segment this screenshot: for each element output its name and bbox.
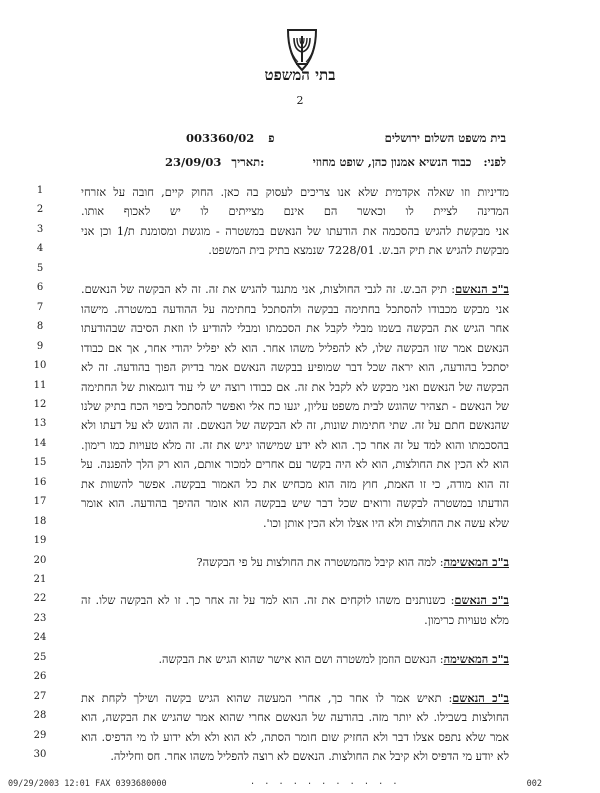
speaker-label: ב"כ הנאשם [454, 593, 509, 607]
transcript-line [81, 573, 509, 590]
fax-footer [0, 779, 600, 793]
page-number: 2 [296, 94, 304, 107]
judge-name: כבוד הנשיא אמנון כהן, שופט מחוזי [312, 155, 472, 169]
line-text: של הנאשם - תצהיר שהוגש לבית משפט עליון, יגעו כח אלי ואפשר להסתכל ביפוי הכח בתיק שלנו [81, 400, 509, 413]
line-number: 29 [33, 730, 47, 741]
transcript-line [81, 340, 509, 357]
line-number: 27 [33, 691, 47, 702]
court-name: בית משפט השלום ירושלים [384, 131, 506, 145]
line-text: : כשנותנים משהו לוקחים את זה. הוא למד על זה אחר כך. זו לא הבקשה שלו. זה [81, 594, 455, 607]
transcript-line [81, 320, 509, 337]
line-number: 13 [33, 418, 47, 429]
line-number: 28 [33, 710, 47, 721]
line-number: 24 [33, 632, 47, 643]
line-number: 19 [33, 535, 47, 546]
transcript-line [81, 417, 509, 434]
line-number: 11 [33, 380, 47, 391]
line-text: בהסכמתו והוא למד על זה אחר כך. הוא לא ידע שמישהו יגיש את זה. זה מלא טעויות כמו רימון. [81, 439, 509, 452]
transcript-line [81, 670, 509, 687]
line-text: אני מבקש מכבודו להסתכל בחתימה בבקשה ולהסתכל בחתימה על ההודעה במשטרה. מישהו [81, 303, 509, 316]
line-text: : תאיש אמר לו אחר כך, אחרי המעשה שהוא הגיש בקשה ושילך לקחת את [81, 692, 453, 705]
line-number: 12 [33, 399, 47, 410]
case-number: 003360/02 [186, 131, 255, 145]
transcript-line [81, 281, 509, 298]
speaker-label: ב"כ הנאשם [452, 691, 509, 705]
line-number: 2 [36, 204, 44, 215]
line-number: 5 [36, 263, 44, 274]
date-value: 23/09/03 [165, 155, 222, 169]
transcript-line [81, 359, 509, 376]
transcript-line [81, 748, 509, 765]
transcript-line [81, 398, 509, 415]
transcript-line [81, 592, 509, 609]
line-number: 20 [33, 555, 47, 566]
line-text: זה הוא מודה, כי זו האמת, חוץ מזה הוא מכחיש את כל האמור בבקשה. אפשר להשוות את [81, 478, 509, 491]
transcript-line [81, 495, 509, 512]
transcript-line [81, 612, 509, 629]
line-number: 3 [36, 224, 44, 235]
line-number: 16 [33, 477, 47, 488]
line-number: 25 [33, 652, 47, 663]
line-text: החולצות בשבילו. לא יותר מזה. בהודעה של הנאשם אחרי שהוא אמר שהגיש את הבקשה, הוא [81, 711, 509, 724]
date-label: תאריך: [231, 155, 265, 169]
line-text: שלא עשה את החולצות ולא היו אצלו ולא הכין אותן וכו'. [262, 517, 509, 530]
transcript-line [81, 203, 509, 220]
transcript-line [81, 476, 509, 493]
transcript-line [81, 709, 509, 726]
line-text: הוא לא הכין את החולצות, הוא לא היה בקשר עם אחרים למכור אותם, הוא רק הלך להפגנה. על [81, 458, 509, 471]
transcript-line [81, 651, 509, 668]
line-number: 8 [36, 321, 44, 332]
line-text: : תיק הב.ש. זה לגבי החולצות, אני מתנגד להגיש את זה. זה לא הבקשה של הנאשם. [81, 283, 456, 296]
fax-dots: . . . . . . . . . . . [250, 777, 400, 787]
line-text: אמר שלא נתפס אצלו דבר ולא החזיק שום חומר הסתה, לא הוא ולא ולא ידוע לו מי הדפיס. הוא [81, 731, 509, 744]
line-number: 1 [36, 185, 44, 196]
line-text: אני מבקשת להגיש בהסכמה את הודעתו של הנאשם במשטרה - מוגשת ומסומנת ת/1 וכן אני [81, 225, 509, 238]
line-text: מלא טעויות כרימון. [424, 614, 509, 627]
transcript-line [81, 223, 509, 240]
line-number: 9 [36, 341, 44, 352]
transcript-line [81, 690, 509, 707]
transcript-line [81, 301, 509, 318]
speaker-label: ב"כ המאשימה [443, 555, 509, 569]
line-number: 22 [33, 593, 47, 604]
line-text: מבקשת להגיש את תיק הב.ש. 7228/01 שנמצא בתיק בית המשפט. [208, 244, 509, 257]
case-number-block [186, 131, 274, 145]
line-number: 30 [33, 749, 47, 760]
transcript-line [81, 262, 509, 279]
transcript-line [81, 729, 509, 746]
line-text: : למה הוא קיבל מהמשטרה את החולצות על פי הבקשה? [196, 556, 444, 569]
line-text: הבקשה של הנאשם ואני מבקש לא לקבל את זה. אם כבודו רוצה יש לי עוד דוגמאות של החתימה [81, 381, 509, 394]
line-number: 7 [36, 302, 44, 313]
speaker-label: ב"כ המאשימה [443, 652, 509, 666]
fax-header-text: 09/29/2003 12:01 FAX 0393680000 [8, 779, 167, 789]
transcript-line [81, 437, 509, 454]
line-text: יסתכל בהודעה, הוא יראה שכל דבר שמופיע בבקשה הנאשם אמר בדיוק הפוך בהודעה. זה לא [81, 361, 509, 374]
fax-page: 002 [526, 779, 542, 789]
before-block [313, 155, 506, 169]
line-number: 6 [36, 282, 44, 293]
page-title: בתי המשפט [264, 66, 336, 84]
line-text: המדינה לציית לו וכאשר הם אינם מצייתים לו יש לאכוף אותו. [81, 205, 509, 218]
line-text: לא יודע מי הדפיס ולא קיבל את החולצות. הנאשם לא רוצה להפליל משהו אחר. חס וחלילה. [110, 750, 509, 763]
transcript-line [81, 534, 509, 551]
line-text: : הנאשם הוזמן למשטרה ושם הוא אישר שהוא הגיש את הבקשה. [158, 653, 444, 666]
line-number: 23 [33, 613, 47, 624]
date-block [165, 155, 264, 169]
line-text: שהנאשם חתם על זה. שתי חתימות שונות, זה לא הבקשה של הנאשם. זה הוגש לא על דעתו ולא [81, 419, 509, 432]
transcript-line [81, 515, 509, 532]
line-number: 14 [33, 438, 47, 449]
line-text: מדיניות וזו שאלה אקדמית שלא אנו צריכים לעסוק בה כאן. החוק קיים, חובה על אזרחי [81, 186, 509, 199]
line-text: אחר הגיש את הבקשה בשמו מבלי לקבל את הסכמתו ומבלי להודיע לו וזאת הסיבה שבהודעתו [81, 322, 509, 335]
line-number: 21 [33, 574, 47, 585]
line-text: הנאשם אמר שזו הבקשה שלו, לא להפליל משהו אחר. הוא לא יפליל יהודי אחר, אך אם כבודו [81, 342, 509, 355]
line-number: 15 [33, 457, 47, 468]
speaker-label: ב"כ הנאשם [455, 282, 509, 296]
line-number: 18 [33, 516, 47, 527]
line-number: 17 [33, 496, 47, 507]
transcript-line [81, 456, 509, 473]
transcript-line [81, 242, 509, 259]
line-text: הודעתו במשטרה לבקשה ורואים שכל דבר שיש בבקשה הוא אומר ההיפך בהודעה. הוא אומר [81, 497, 509, 510]
line-number: 4 [36, 243, 44, 254]
transcript-line [81, 554, 509, 571]
transcript-line [81, 379, 509, 396]
before-label: לפני: [483, 155, 506, 169]
transcript-line [81, 631, 509, 648]
transcript-line [81, 184, 509, 201]
line-number: 10 [33, 360, 47, 371]
case-label: פ [268, 131, 275, 145]
line-number: 26 [33, 671, 47, 682]
